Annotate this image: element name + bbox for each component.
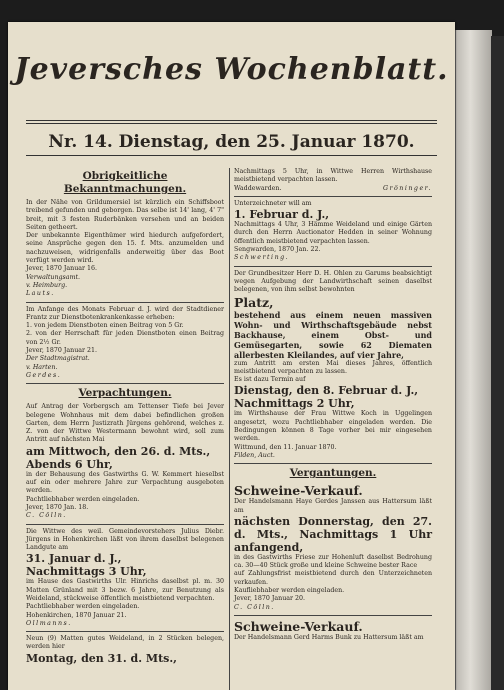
notice-text: In der Nähe von Grildumersiel ist kürzlich ein Schiffsboot treibend gefunden und geborgen. Das selbe ist 14' lang, 4' 7" breit, mit 3 festen Ruderbänken versehen und an beiden Seiten getheert.: [26, 199, 224, 231]
notice-date: Wittmund, den 11. Januar 1870.: [234, 443, 337, 451]
notice-headline: Platz,: [234, 294, 274, 310]
notice-item: 1. von jedem Dienstboten einen Beitrag von 5 Gr.: [26, 322, 184, 330]
notice-text: Auf Antrag der Vorbergsch am Tettenser Tiefe bei Jever belegene Wohnhaus mit dem dabei befindlichen großen Garten, dem Herrn Justizrath Jürgens gehörend, welches z. Z. von der Wittwe Westermann bewohnt wird, soll zum Antritt auf nächsten Mai: [26, 403, 224, 444]
divider: [234, 615, 432, 616]
notice-text: Unterzeichneter will am: [234, 199, 312, 207]
notice-signature: C. Cölln.: [234, 603, 275, 611]
heading-auctions: Vergantungen.: [289, 467, 377, 480]
newspaper-page: [8, 22, 455, 690]
notice-headline: Schweine-Verkauf.: [234, 618, 363, 634]
notice-time-big: Abends 6 Uhr,: [26, 457, 113, 471]
notice-text: Im Anfange des Monats Februar d. J. wird der Stadtdiener Frantz zur Dienstbotenkrankenkasse erheben:: [26, 305, 224, 321]
notice-invite: Pachtliebhaber werden eingeladen.: [26, 495, 140, 503]
book-edge: [491, 36, 504, 690]
rule-top-2: [26, 123, 437, 124]
notice-signature: C. Cölln.: [26, 512, 67, 520]
notice-date: Jever, 1870 Januar 21.: [26, 347, 98, 355]
notice-date: Jever, 1870 Januar 20.: [234, 595, 306, 603]
notice-text: in des Gastwirths Friese zur Hohenluft daselbst Bedrohung ca. 30—40 Stück große und kleine Schweine bester Race: [234, 553, 432, 570]
notice-text: zum Antritt am ersten Mai dieses Jahres, öffentlich meistbietend verpachten zu lassen.: [234, 359, 432, 375]
notice-text: Nachmittags 5 Uhr, in Wittwe Herren Wirthshause meistbietend verpachten lassen.: [234, 168, 432, 184]
notice-text: im Hause des Gastwirths Ulr. Hinrichs daselbst pl. m. 30 Matten Grünland mit 3 bezw. 6 Jahre, zur Benutzung als Weideland, stückweise öffentlich meistbietend verpachten.: [26, 578, 224, 602]
divider: [234, 463, 432, 464]
divider: [234, 266, 432, 267]
heading-official: Obrigkeitliche Bekanntmachungen.: [63, 170, 187, 195]
place: Waddewarden.: [234, 184, 282, 192]
notice-date: Jever, 1870 Januar 16.: [26, 265, 98, 273]
notice-invite: Pachtliebhaber werden eingeladen.: [26, 603, 140, 611]
masthead: Jeversches Wochenblatt.: [14, 52, 449, 87]
notice-text: Nachmittags 4 Uhr, 3 Hämme Weideland und einige Gärten durch den Herrn Auctionator Hedden in seiner Wohnung öffentlich meistbietend verpachten lassen.: [234, 221, 432, 245]
notice-date-big: 31. Januar d. J.,: [26, 552, 122, 566]
divider: [26, 631, 224, 632]
notice-date-big: 1. Februar d. J.,: [234, 208, 330, 222]
column-divider: [229, 168, 230, 690]
notice-office: Verwaltungsamt.: [26, 273, 81, 281]
notice-office: Der Stadtmagistrat.: [26, 355, 90, 363]
notice-text: in der Behausung des Gastwirths G. W. Kemmert hieselbst auf ein oder mehrere Jahre zur Verpachtung ausgeboten werden.: [26, 470, 224, 495]
notice-text: Der Grundbesitzer Herr D. H. Ohlen zu Garums beabsichtigt wegen Aufgebung der Landwirthschaft seinen daselbst belegenen, von ihm selbst bewohnten: [234, 269, 432, 294]
notice-time-big: Nachmittags 3 Uhr,: [26, 565, 147, 579]
notice-text: Der Handelsmann Gerd Harms Bunk zu Hattersum läßt am: [234, 633, 424, 641]
notice-date-big: Dienstag, den 8. Februar d. J.,: [234, 384, 419, 398]
notice-date: Hohenkirchen, 1870 Januar 21.: [26, 611, 127, 619]
notice-date-big: nächsten Donnerstag, den 27. d. Mts., Nachmittags 1 Uhr anfangend,: [234, 514, 432, 554]
notice-text: Neun (9) Matten gutes Weideland, in 2 Stücken belegen, werden hier: [26, 635, 224, 651]
notice-signature: Lauts.: [26, 290, 55, 298]
notice-date: Sengwarden, 1870 Jan. 22.: [234, 246, 321, 254]
notice-signature: Gerdes.: [26, 371, 62, 379]
notice-date: Jever, 1870 Jan. 18.: [26, 503, 89, 511]
notice-text: Es ist dazu Termin auf: [234, 376, 306, 384]
notice-place: [234, 185, 432, 193]
notice-text: Die Wittwe des weil. Gemeindevorstehers Julius Diebr. Jürgens in Hohenkirchen läßt von ihrem daselbst belegenen Landgute am: [26, 527, 224, 552]
notice-text: Der unbekannte Eigenthümer wird hiedurch aufgefordert, seine Ansprüche gegen den 15. f. Mts. anzumelden und nachzuweisen, widrigenfalls anderweitig über das Boot verfügt werden wird.: [26, 232, 224, 265]
notice-signature: Filden, Auct.: [234, 451, 275, 459]
notice-text: im Wirthshause der Frau Wittwe Koch in Uggelingen angesetzt, wozu Pachtliebhaber eingeladen werden. Die Bedingungen können 8 Tage vorher bei mir eingesehen werden.: [234, 410, 432, 443]
notice-date-big: Montag, den 31. d. Mts.,: [26, 651, 178, 665]
divider: [234, 196, 432, 197]
notice-time-big: Nachmittags 2 Uhr,: [234, 397, 355, 411]
left-column: [26, 168, 224, 665]
notice-date-big: am Mittwoch, den 26. d. Mts.,: [26, 444, 211, 458]
divider: [26, 524, 224, 525]
notice-signature: v. Heimburg.: [26, 281, 68, 289]
notice-text: Der Handelsmann Haye Gerdes Janssen aus Hattersum läßt am: [234, 498, 432, 514]
book-spine: [455, 30, 492, 690]
notice-headline: Schweine-Verkauf.: [234, 483, 363, 499]
divider: [26, 383, 224, 384]
heading-leases: Verpachtungen.: [78, 387, 172, 400]
right-column: [234, 168, 432, 642]
notice-invite: Kaufliebhaber werden eingeladen.: [234, 587, 345, 595]
issue-line: Nr. 14. Dienstag, den 25. Januar 1870.: [48, 132, 415, 152]
notice-signature: Schwerting.: [234, 254, 290, 262]
notice-item: 2. von der Herrschaft für jeden Dienstboten einen Beitrag von 2½ Gr.: [26, 330, 224, 346]
notice-signature: Ollmanns.: [26, 619, 72, 627]
notice-text-bold: bestehend aus einem neuen massiven Wohn- und Wirthschaftsgebäude nebst Backhause, einem Obst- und Gemüsegarten, sowie 62 Diematen allerbesten Kleilandes, auf vier Jahre,: [234, 309, 432, 360]
rule-top: [26, 120, 437, 121]
rule-issue: [26, 155, 437, 156]
notice-text: auf Zahlungsfrist meistbietend durch den Unterzeichneten verkaufen.: [234, 570, 432, 586]
notice-signature: v. Harten.: [26, 363, 58, 371]
divider: [26, 302, 224, 303]
notice-signature: Gröninger.: [382, 184, 432, 192]
